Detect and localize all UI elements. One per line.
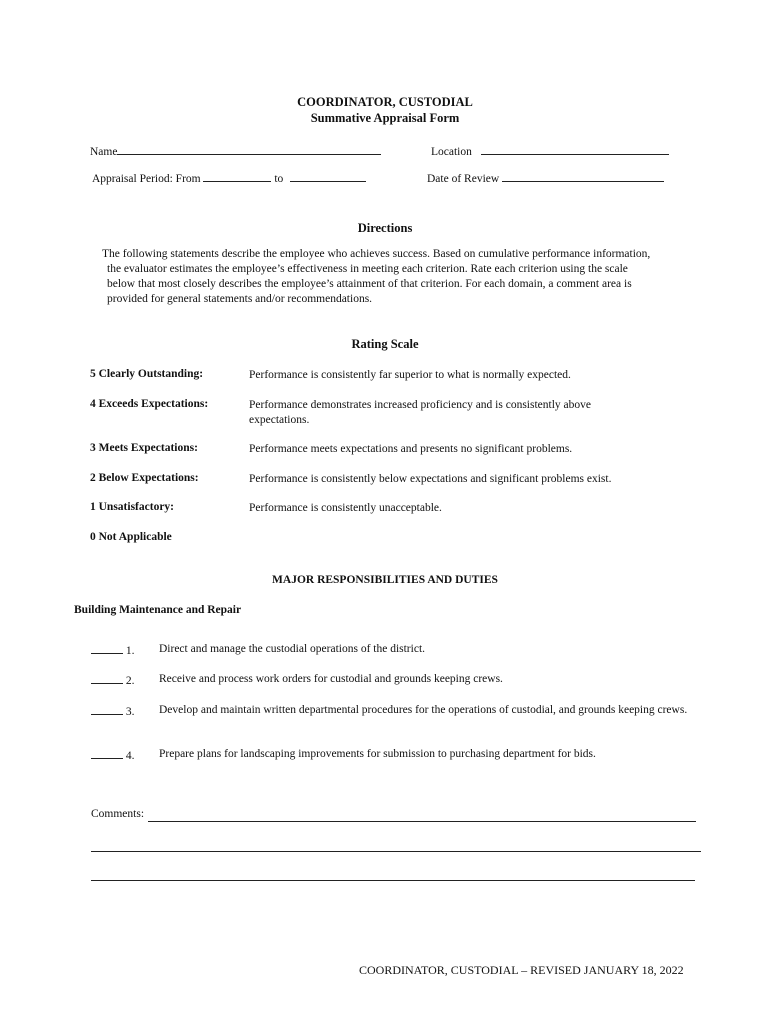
- comments-label: Comments:: [91, 808, 145, 820]
- comments-line[interactable]: [148, 821, 696, 822]
- rating-2-description: Performance is consistently below expectations and significant problems exist.: [249, 473, 612, 485]
- duty-rating-2: [91, 672, 135, 687]
- duty-number: 4.: [125, 750, 135, 762]
- comments-line[interactable]: [91, 880, 695, 881]
- duty-rating-blank[interactable]: [91, 672, 123, 684]
- duty-number: 1.: [125, 645, 135, 657]
- date-of-review-group: [427, 170, 664, 185]
- period-from-input-line[interactable]: [203, 170, 271, 182]
- duty-rating-blank[interactable]: [91, 747, 123, 759]
- rating-4-label: 4 Exceeds Expectations:: [90, 398, 209, 410]
- duty-rating-blank[interactable]: [91, 642, 123, 654]
- name-input-line[interactable]: [117, 143, 381, 155]
- duty-rating-blank[interactable]: [91, 703, 123, 715]
- date-of-review-input-line[interactable]: [502, 170, 664, 182]
- duty-text: Direct and manage the custodial operations of the district.: [159, 643, 426, 655]
- duty-text: Receive and process work orders for custodial and grounds keeping crews.: [159, 673, 503, 685]
- location-label: Location: [431, 146, 472, 158]
- footer-revision: COORDINATOR, CUSTODIAL – REVISED JANUARY 18, 2022: [359, 963, 684, 977]
- period-to-label: to: [274, 173, 284, 185]
- name-label: Name: [90, 146, 118, 158]
- duty-rating-1: [91, 642, 135, 657]
- rating-3-label: 3 Meets Expectations:: [90, 442, 198, 454]
- responsibilities-heading: MAJOR RESPONSIBILITIES AND DUTIES: [272, 574, 498, 586]
- appraisal-period-group: [92, 170, 366, 185]
- form-subtitle: Summative Appraisal Form: [310, 111, 460, 125]
- appraisal-period-label: Appraisal Period: From: [92, 173, 201, 185]
- directions-heading: Directions: [357, 221, 413, 235]
- rating-3-description: Performance meets expectations and presents no significant problems.: [249, 443, 573, 455]
- rating-1-label: 1 Unsatisfactory:: [90, 501, 174, 513]
- directions-paragraph: [102, 247, 712, 307]
- directions-line: provided for general statements and/or recommendations.: [107, 293, 373, 305]
- section-heading: Building Maintenance and Repair: [74, 604, 242, 616]
- duty-text: Prepare plans for landscaping improvements for submission to purchasing department for bids.: [159, 748, 596, 760]
- comments-line[interactable]: [91, 851, 701, 852]
- location-input-line[interactable]: [481, 143, 669, 155]
- period-to-input-line[interactable]: [290, 170, 366, 182]
- directions-line: below that most closely describes the employee’s attainment of that criterion. For each domain, a comment area is: [107, 278, 632, 290]
- rating-4-description: Performance demonstrates increased proficiency and is consistently above expectations.: [249, 399, 592, 426]
- date-of-review-label: Date of Review: [427, 173, 500, 185]
- form-title: COORDINATOR, CUSTODIAL: [297, 95, 473, 109]
- name-field-group: [90, 143, 381, 158]
- duty-rating-4: [91, 747, 135, 762]
- rating-2-label: 2 Below Expectations:: [90, 472, 199, 484]
- duty-number: 2.: [125, 675, 135, 687]
- rating-scale-heading: Rating Scale: [351, 337, 419, 351]
- rating-0-label: 0 Not Applicable: [90, 531, 172, 543]
- directions-line: The following statements describe the employee who achieves success. Based on cumulative performance information,: [102, 248, 651, 260]
- duty-text: Develop and maintain written departmental procedures for the operations of custodial, and grounds keeping crews.: [159, 704, 688, 716]
- rating-5-description: Performance is consistently far superior to what is normally expected.: [249, 369, 571, 381]
- rating-1-description: Performance is consistently unacceptable.: [249, 502, 442, 514]
- duty-number: 3.: [125, 706, 135, 718]
- directions-line: the evaluator estimates the employee’s effectiveness in meeting each criterion. Rate each criterion using the scale: [107, 263, 628, 275]
- duty-rating-3: [91, 703, 135, 718]
- rating-5-label: 5 Clearly Outstanding:: [90, 368, 204, 380]
- location-field-group: [431, 143, 669, 158]
